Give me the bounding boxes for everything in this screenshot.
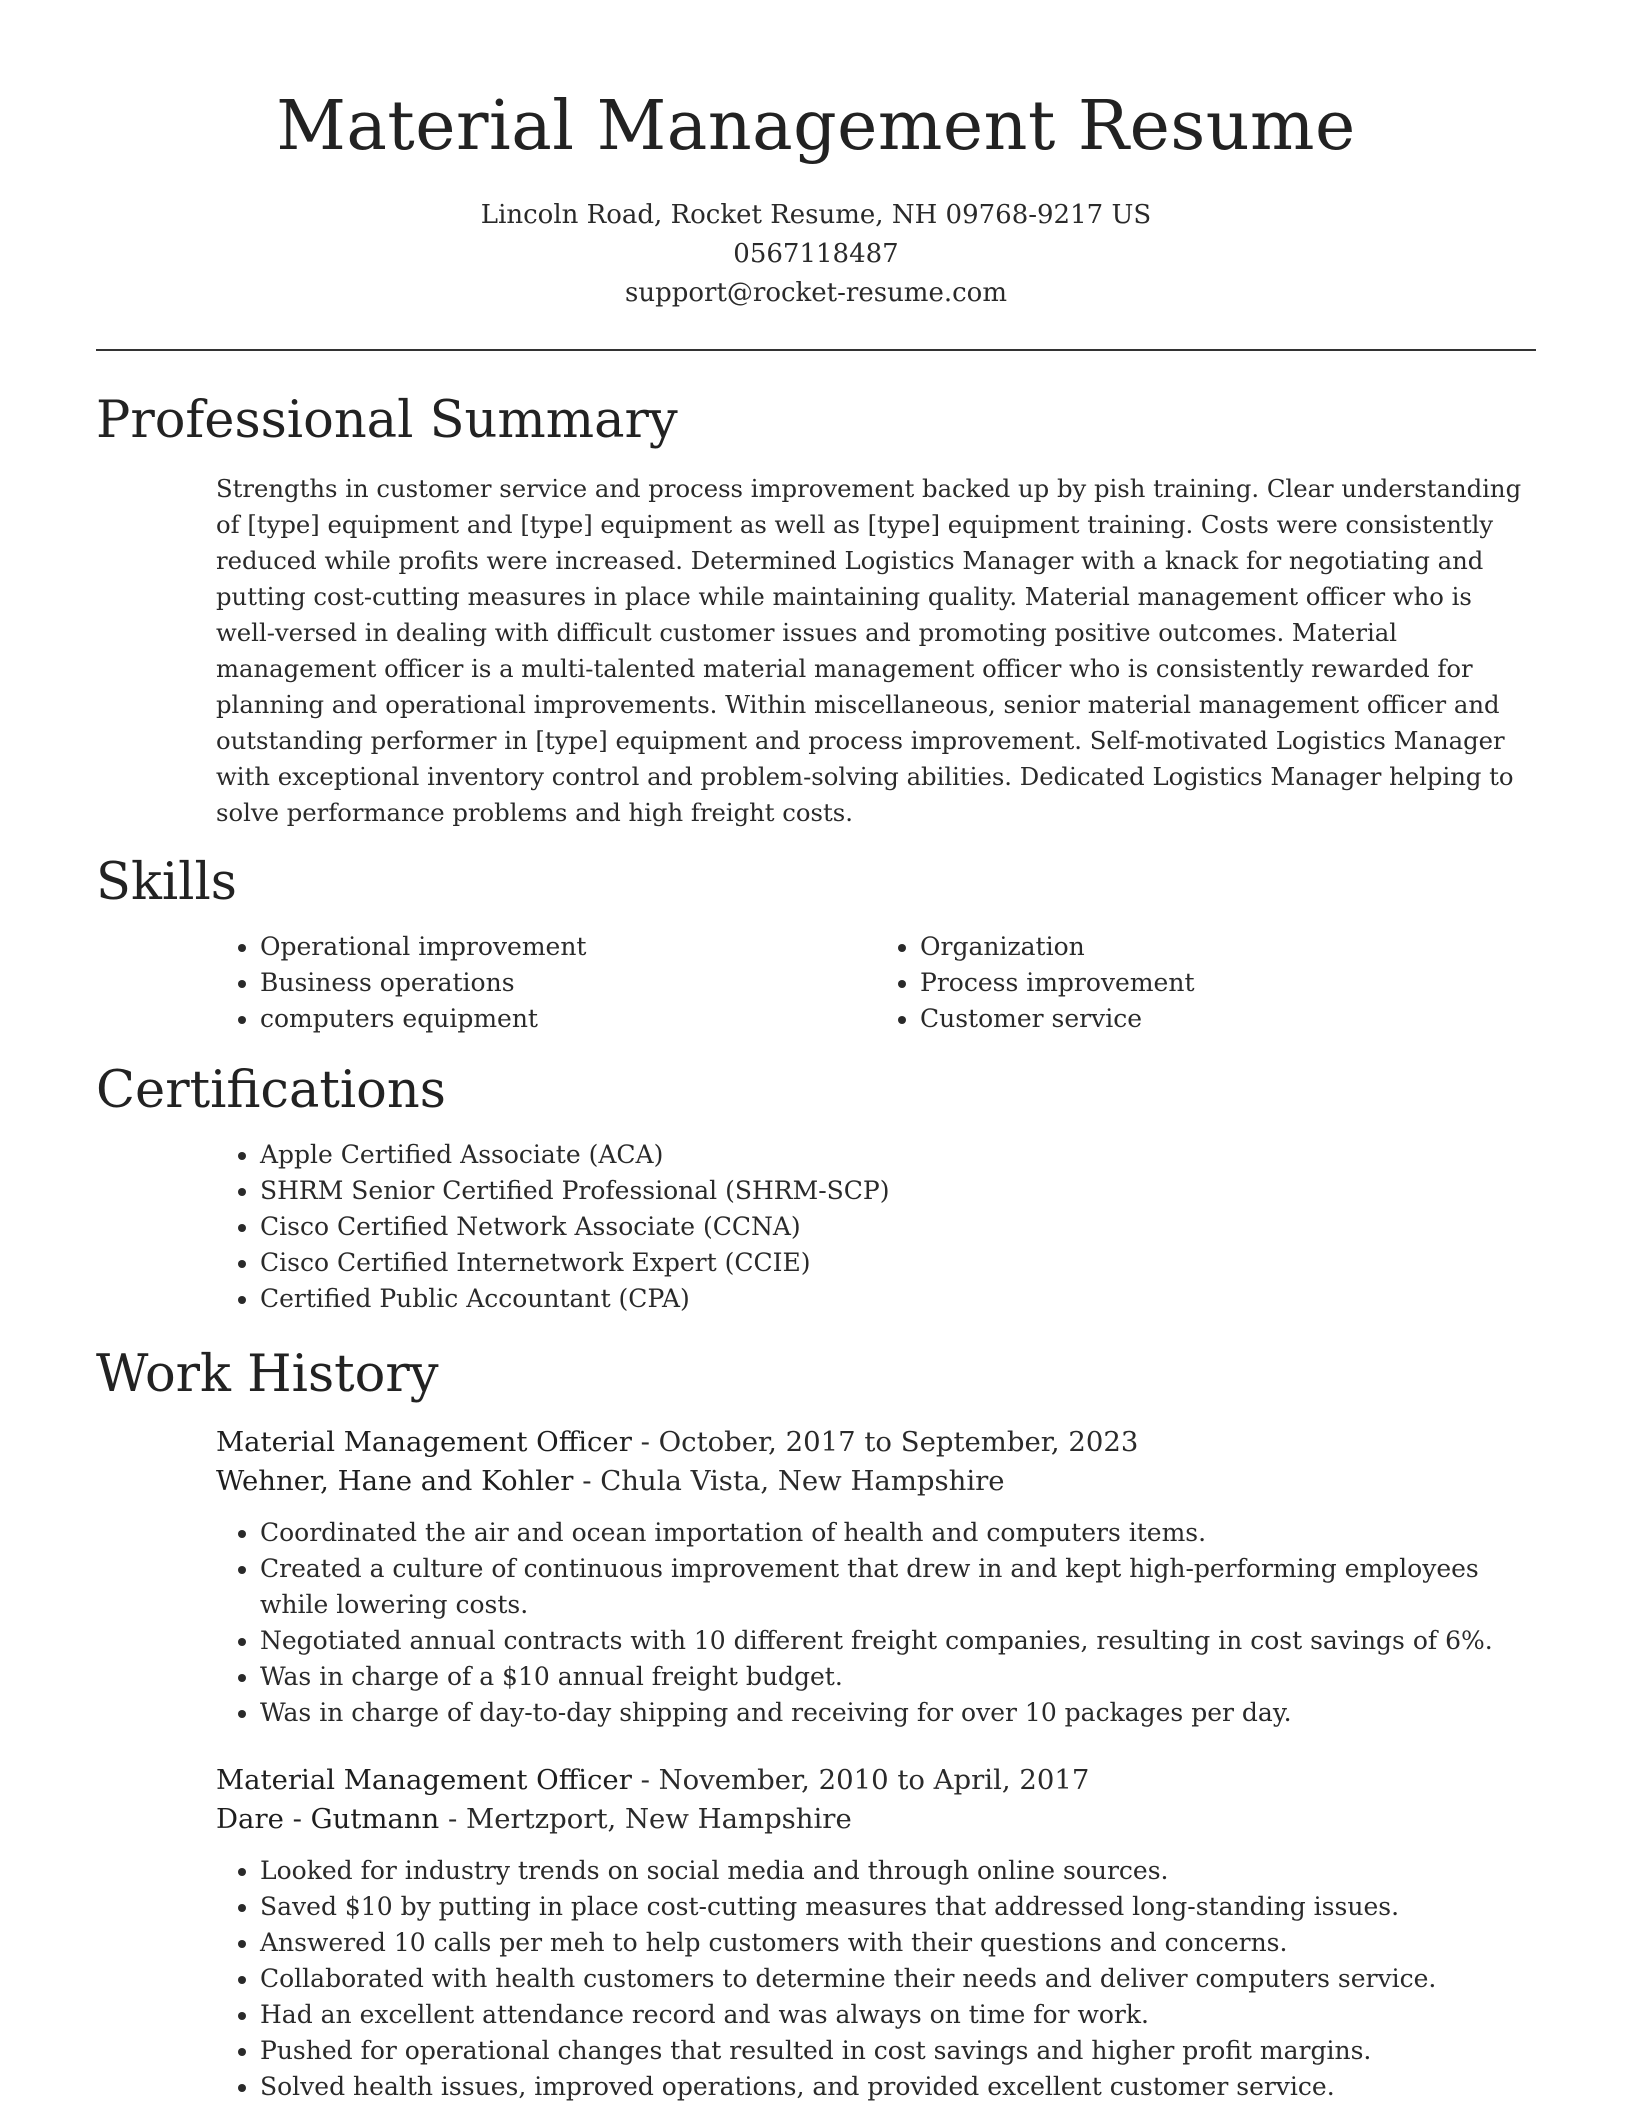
resume-header (96, 0, 1536, 313)
skill-item: • computers equipment (260, 1001, 876, 1037)
skill-item: • Process improvement (920, 965, 1536, 1001)
job-bullet: • Had an excellent attendance record and was always on time for work. (260, 1997, 1536, 2033)
job-company: Wehner, Hane and Kohler (216, 1465, 574, 1497)
certification-item: • Cisco Certified Internetwork Expert (CCIE) (260, 1245, 1536, 1281)
job-location: - Chula Vista, New Hampshire (573, 1465, 1005, 1497)
summary-text: Strengths in customer service and process improvement backed up by pish training. Clear understanding of [type] equipment and [type] equipment as well as [type] equipment training. Costs were consistently reduced while profits were increased. Determined Logistics Manager with a knack for negotiating and putting cost-cutting measures in place while maintaining quality. Material management officer who is well-versed in dealing with difficult customer issues and promoting positive outcomes. Material management officer is a multi-talented material management officer who is consistently rewarded for planning and operational improvements. Within miscellaneous, senior material management officer and outstanding performer in [type] equipment and process improvement. Self-motivated Logistics Manager with exceptional inventory control and problem-solving abilities. Dedicated Logistics Manager helping to solve performance problems and high freight costs. (216, 474, 1522, 827)
job-company: Dare - Gutmann (216, 1803, 440, 1835)
phone: 0567118487 (733, 239, 899, 269)
skills-list-left (216, 929, 876, 1037)
job-bullets (216, 1853, 1536, 2105)
professional-summary-heading: Professional Summary (96, 391, 678, 450)
job-company-line (216, 1462, 1536, 1501)
job-bullets (216, 1515, 1536, 1731)
job-bullet: • Coordinated the air and ocean importation of health and computers items. (260, 1515, 1536, 1551)
job-bullet: • Saved $10 by putting in place cost-cutting measures that addressed long-standing issues. (260, 1889, 1536, 1925)
certifications-list (216, 1137, 1536, 1317)
job-bullet: • Pushed for operational changes that resulted in cost savings and higher profit margins. (260, 2033, 1536, 2069)
skill-item: • Organization (920, 929, 1536, 965)
professional-summary-section (96, 391, 1536, 831)
job-role: Material Management Officer (216, 1764, 632, 1796)
work-history-heading: Work History (96, 1345, 439, 1404)
job-role: Material Management Officer (216, 1426, 632, 1458)
skill-item: • Customer service (920, 1001, 1536, 1037)
skills-section (96, 853, 1536, 1037)
job-entry (96, 1761, 1536, 2105)
certification-item: • Apple Certified Associate (ACA) (260, 1137, 1536, 1173)
skills-list-right (876, 929, 1536, 1037)
job-bullet: • Collaborated with health customers to determine their needs and deliver computers service. (260, 1961, 1536, 1997)
work-history-section (96, 1345, 1536, 2105)
job-title-line (216, 1761, 1536, 1800)
skill-item: • Business operations (260, 965, 876, 1001)
job-bullet: • Solved health issues, improved operations, and provided excellent customer service. (260, 2069, 1536, 2105)
job-bullet: • Created a culture of continuous improvement that drew in and kept high-performing employees while lowering costs. (260, 1551, 1536, 1623)
job-location: - Mertzport, New Hampshire (439, 1803, 852, 1835)
job-bullet: • Negotiated annual contracts with 10 different freight companies, resulting in cost savings of 6%. (260, 1623, 1536, 1659)
job-bullet: • Was in charge of day-to-day shipping and receiving for over 10 packages per day. (260, 1695, 1536, 1731)
skills-heading: Skills (96, 853, 237, 912)
email: support@rocket-resume.com (624, 278, 1007, 308)
certification-item: • Cisco Certified Network Associate (CCNA) (260, 1209, 1536, 1245)
job-dates: - November, 2010 to April, 2017 (631, 1764, 1090, 1796)
job-bullet: • Was in charge of a $10 annual freight budget. (260, 1659, 1536, 1695)
certification-item: • SHRM Senior Certified Professional (SHRM-SCP) (260, 1173, 1536, 1209)
job-entry (96, 1423, 1536, 1731)
resume-title: Material Management Resume (276, 87, 1356, 166)
job-company-line (216, 1800, 1536, 1839)
contact-block (96, 196, 1536, 313)
certifications-section (96, 1061, 1536, 1317)
certifications-heading: Certifications (96, 1061, 446, 1120)
skill-item: • Operational improvement (260, 929, 876, 965)
certification-item: • Certified Public Accountant (CPA) (260, 1281, 1536, 1317)
job-bullet: • Looked for industry trends on social media and through online sources. (260, 1853, 1536, 1889)
job-bullet: • Answered 10 calls per meh to help customers with their questions and concerns. (260, 1925, 1536, 1961)
job-title-line (216, 1423, 1536, 1462)
address: Lincoln Road, Rocket Resume, NH 09768-9217 US (480, 200, 1152, 230)
job-dates: - October, 2017 to September, 2023 (631, 1426, 1139, 1458)
header-divider (96, 349, 1536, 351)
